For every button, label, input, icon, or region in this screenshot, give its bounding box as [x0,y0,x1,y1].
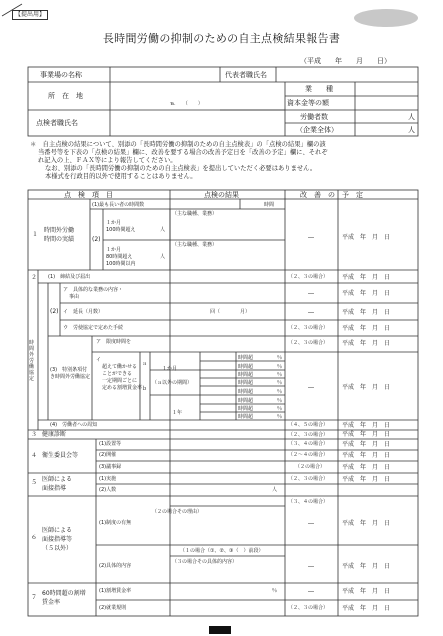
sec5-label-1: 医師による [42,476,73,483]
sec6-r1-dash: ― [308,520,314,527]
sec2-h5: 時間超 [238,389,254,395]
note-line-3: れ記入の上、ＦＡＸ等により報告してください。 [38,157,177,164]
sec2-p3: ％ [277,372,283,378]
sec2-r3-month: １か月 [162,366,178,372]
sec5-r1-date[interactable]: 平成 年 月 日 [342,476,391,483]
sec1-r2b-3: 100時間以内 [106,261,136,267]
inspector-label: 点検者職氏名 [36,119,78,127]
sec1-r2b-unit: 人 [160,254,166,260]
sec2-h2: 時間超 [238,364,254,370]
workers-unit: 人 [408,113,415,121]
sec2-r3-a: ａ [142,361,148,367]
sec2-r4-res: （４、５の場合） [288,422,329,428]
sec6-r1-sub: （２の場合その理由） [152,509,203,515]
sec4-r2-label: (2)開催 [99,452,117,458]
sec4-r3-res: （２の場合） [295,464,326,470]
sec1-label-1: 時間外労働 [44,227,75,234]
workers-all-unit: 人 [408,126,415,134]
sec6-r2-dash: ― [308,563,314,570]
sec2-r2u-label: ウ 労使協定で定めた手続 [63,325,124,331]
sec4-r1-label: (1)設置等 [99,441,122,447]
sec3-res: （２、３の場合） [288,432,329,438]
note-line-4: なお、別添の「長時間労働の抑制のための自主点検表」を提出していただく必要はありません。 [45,165,317,172]
sec7-r1-unit: ％ [272,588,278,594]
sec6-r2-label: (2)具体的内容 [99,563,132,569]
sec2-r3-label: (3) 特別条項付き時間外労働協定 [50,367,91,380]
sec2-r3-b3: 一定期間ごとに [102,378,138,384]
sec2-r2u-date[interactable]: 平成 年 月 日 [342,325,391,332]
sec1-r1-unit: 時間 [264,202,275,208]
page-title: 長時間労働の抑制のための自主点検結果報告書 [102,32,341,45]
sec1-r2a-2: 100時間超え [106,227,136,233]
sec6-r2-sub: （３の場合その具体的内容） [172,559,238,565]
address-label: 所 在 地 [48,92,83,100]
sec1-r1-label: (1)最も長い者の時間数 [92,202,145,208]
sec2-r3-b4: 定める割増賃金率 [102,385,143,391]
inspector-field[interactable] [112,112,218,134]
sec2-r2u-res: （２、３の場合） [288,325,329,331]
note-line-2: 当番号等を下表の「点検の結果」欄に、改善を要する場合の改善予定日を「改善の予定」欄に、それぞ [38,149,328,156]
sec2-r2a-label-2: 事由 [69,294,80,300]
sec1-date[interactable]: 平成 年 月 日 [342,234,391,241]
sec2-r2-label: (2) [50,308,59,315]
sec2-r3a-res: （２、３の場合） [288,340,329,346]
note-line-1: ＊ 自主点検の結果について、別添の「長時間労働の抑制のための自主点検表」の「点検の結果」欄の該 [30,141,326,148]
sec4-label: 衛生委員会等 [42,452,79,459]
sec4-r1-res: （３、４の場合） [288,441,329,447]
redaction-bar [209,626,231,634]
sec2-p7: ％ [277,406,283,412]
sec2-r2a-dash: ― [308,290,314,297]
sec7-num: ７ [31,594,38,601]
sec5-num: ５ [31,479,38,486]
sec1-label-2: 時間の実績 [44,236,75,243]
sec2-r1-date[interactable]: 平成 年 月 日 [342,274,391,281]
sec5-r2-label: (2)人数 [99,487,117,493]
sec3-label: 健康診断 [42,431,67,438]
sec5-r2-unit: 人 [272,487,278,493]
sec2-p2: ％ [277,364,283,370]
sec2-r2b-dash: ― [308,309,314,316]
sec6-num: ６ [31,534,38,541]
sec2-r3i-mark: イ [96,357,102,363]
sec4-r2-date[interactable]: 平成 年 月 日 [342,452,391,459]
sec7-r1-dash: ― [308,588,314,595]
note-line-5: 本様式を行政目的以外で使用することはありません。 [45,173,197,180]
sec2-p5: ％ [277,389,283,395]
tel-field[interactable]: ℡ （ ） [170,101,203,107]
sec1-num: １ [32,231,39,238]
sec1-r2-label: (2) [92,236,101,243]
office-name-field[interactable] [112,69,218,81]
rep-name-field[interactable] [278,69,416,81]
sec2-num: ２ [31,274,38,281]
sec1-r2a-unit: 人 [160,227,166,233]
submission-tag: 【提出用】 [12,10,48,20]
office-name-label: 事業場の名称 [40,71,82,79]
sec2-p4: ％ [277,380,283,386]
sec6-r2-res: （１の場合（①、②、③（ ）前段） [180,548,264,554]
workers-all-label: （企業全体） [296,126,338,134]
sec2-h1: 時間超 [238,355,254,361]
sec4-r2-res: （２～４の場合） [288,452,329,458]
sec2-r1-label: (1) 締結及び届出 [48,274,91,280]
sec2-r3-dash: ― [308,384,314,391]
sec2-r4-date[interactable]: 平成 年 月 日 [342,422,391,429]
sec6-label-2: 面接指導等 [42,536,73,543]
report-date[interactable]: （平成 年 月 日） [300,57,391,65]
sec6-r2-date[interactable]: 平成 年 月 日 [342,563,391,570]
sec2-p6: ％ [277,398,283,404]
sec2-r2b-label: イ 延長（月数） [63,309,104,315]
sec1-r2b-industry: （主な職種、業務） [172,242,218,248]
sec2-h8: 時間超 [238,414,254,420]
sec4-r3-date[interactable]: 平成 年 月 日 [342,464,391,471]
sec4-r1-date[interactable]: 平成 年 月 日 [342,441,391,448]
sec1-dash: ― [308,234,314,241]
sec2-r2a-date[interactable]: 平成 年 月 日 [342,290,391,297]
sec4-r3-label: (3)議事録 [99,464,122,470]
sec2-r3-year: １年 [172,410,183,416]
workers-label: 労働者数 [300,113,328,121]
sec1-r2b-1: １か月 [106,247,122,253]
sec2-r1-res: （２、３の場合） [288,274,329,280]
sec2-h7: 時間超 [238,406,254,412]
sec2-r3-date[interactable]: 平成 年 月 日 [342,384,391,391]
sec6-r1-label: (1)制度の有無 [99,520,132,526]
sec7-r1-date[interactable]: 平成 年 月 日 [342,588,391,595]
sec7-r2-date[interactable]: 平成 年 月 日 [342,605,391,612]
sec1-r2a-1: １か月 [106,220,122,226]
sec2-h4: 時間超 [238,380,254,386]
sec2-p8: ％ [277,414,283,420]
sec2-h6: 時間超 [238,398,254,404]
sec5-r1-label: (1)実施 [99,476,117,482]
industry-label: 業 種 [305,85,333,93]
sec6-label-3: （５以外） [42,545,73,552]
sec1-r2a-industry: （主な職種、業務） [172,211,218,217]
sec2-r3a-date[interactable]: 平成 年 月 日 [342,340,391,347]
sec6-r1-date[interactable]: 平成 年 月 日 [342,520,391,527]
sec4-num: ４ [31,452,38,459]
sec2-r2b-mid: 回（ 月） [210,309,251,315]
capital-label: 資本金等の額 [287,99,329,107]
sec2-p1: ％ [277,355,283,361]
sec2-side-label: 時間外労働協定 [29,340,35,382]
sec7-r2-label: (2)就業規則 [99,605,127,611]
sec7-label-1: 60時間超の割増 [42,590,86,597]
sec5-label-2: 面接指導 [42,485,67,492]
sec1-r2b-2: 80時間超え [106,254,133,260]
sec7-r2-res: （２、３の場合） [288,605,329,611]
sec2-h3: 時間超 [238,372,254,378]
sec2-r2b-date[interactable]: 平成 年 月 日 [342,309,391,316]
sec2-r3-b2: ことができる [102,371,133,377]
sec2-r3-b1: 超えて働かせる [102,364,138,370]
header-result: 点検の結果 [204,191,239,199]
sec2-r3a-label: ア 限度時間を [96,339,132,345]
header-plan: 改 善 の 予 定 [300,191,363,199]
sec2-r3-period: （ａ以外の期間） [152,380,193,386]
rep-name-label: 代表者職氏名 [225,71,267,79]
sec2-r2a-label: ア 具体的な業務の内容・ [63,287,124,293]
sec7-label-2: 賃金率 [42,599,61,606]
sec3-num: ３ [31,431,38,438]
sec6-label-1: 医師による [42,527,73,534]
sec6-r1-res: （３、４の場合） [288,499,329,505]
sec5-r1-res: （２、３の場合） [288,476,329,482]
sec7-r1-label: (1)割増賃金率 [99,588,132,594]
sec3-date[interactable]: 平成 年 月 日 [342,431,391,438]
sec2-r4-label: (4) 労働者への周知 [50,422,98,428]
sec2-r3-b: ｂ [142,386,148,392]
header-item: 点 検 項 目 [64,191,113,199]
